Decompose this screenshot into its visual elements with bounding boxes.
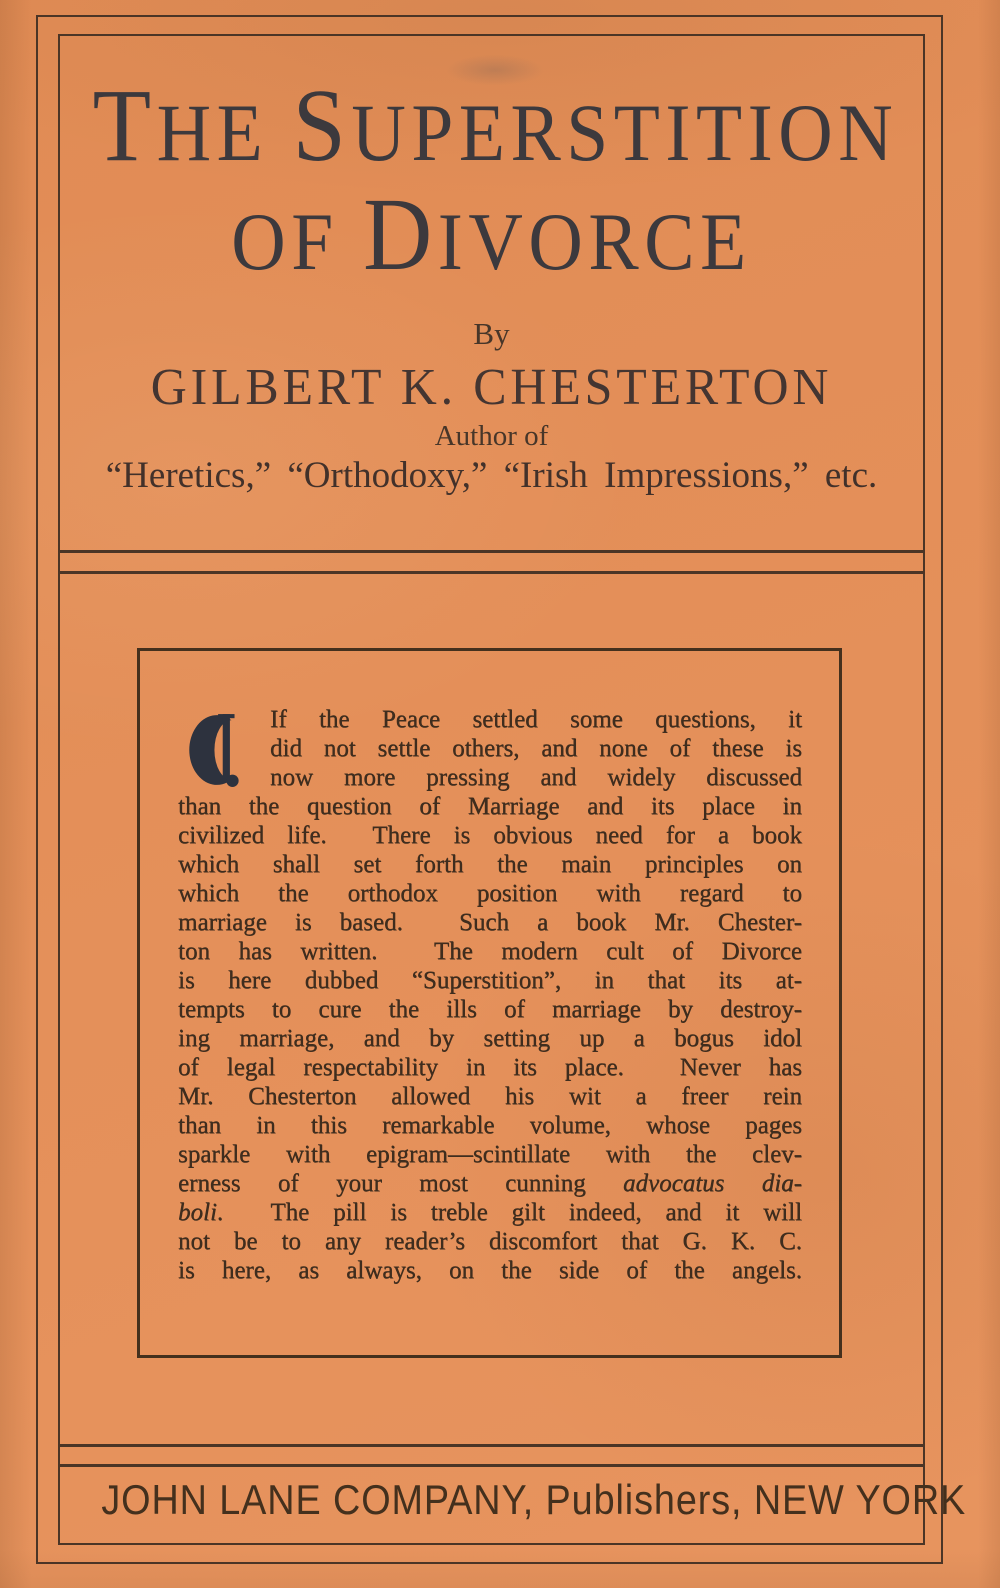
byline-label: By bbox=[473, 316, 510, 351]
author-of-label: Author of bbox=[434, 420, 549, 452]
divider-rule-top-inner bbox=[58, 571, 925, 574]
divider-rule-bottom-inner bbox=[58, 1464, 925, 1467]
publisher-line: JOHN LANE COMPANY, Publishers, NEW YORK bbox=[101, 1476, 967, 1523]
blurb-line: is here, as always, on the side of the angels. bbox=[178, 1257, 802, 1284]
blurb-box bbox=[137, 648, 842, 1358]
title-line: THE SUPERSTITION bbox=[92, 68, 899, 183]
divider-rule-bottom-outer bbox=[58, 1444, 925, 1447]
blurb-line: than in this remarkable volume, whose pages bbox=[178, 1112, 802, 1139]
blurb-line: marriage is based. Such a book Mr. Chester- bbox=[178, 909, 802, 936]
blurb-line: tempts to cure the ills of marriage by destroy- bbox=[178, 996, 802, 1023]
divider-rule-top-outer bbox=[58, 550, 925, 553]
blurb-line: of legal respectability in its place. Never has bbox=[178, 1054, 802, 1081]
blurb-line: which the orthodox position with regard to bbox=[178, 880, 802, 907]
blurb-line: Mr. Chesterton allowed his wit a freer rein bbox=[178, 1083, 802, 1110]
book-title bbox=[58, 68, 925, 293]
author-works: “Heretics,” “Orthodoxy,” “Irish Impressions,” etc. bbox=[105, 455, 878, 496]
blurb-line: is here dubbed “Superstition”, in that its at- bbox=[178, 967, 802, 994]
blurb-line: sparkle with epigram—scintillate with the clev- bbox=[178, 1141, 802, 1168]
blurb-line: civilized life. There is obvious need for a book bbox=[178, 822, 802, 849]
title-line: OF DIVORCE bbox=[231, 177, 752, 292]
blurb-line: If the Peace settled some questions, it bbox=[270, 706, 802, 733]
blurb-line: not be to any reader’s discomfort that G. K. C. bbox=[178, 1228, 802, 1255]
blurb-line: erness of your most cunning advocatus dia- bbox=[178, 1170, 802, 1197]
blurb-line: now more pressing and widely discussed bbox=[270, 764, 802, 791]
author-name: GILBERT K. CHESTERTON bbox=[150, 359, 833, 416]
blurb-line: boli. The pill is treble gilt indeed, and it will bbox=[178, 1199, 802, 1226]
blurb-line: which shall set forth the main principles on bbox=[178, 851, 802, 878]
blurb-line: did not settle others, and none of these is bbox=[270, 735, 802, 762]
blurb-line: ing marriage, and by setting up a bogus idol bbox=[178, 1025, 802, 1052]
blurb-line: ton has written. The modern cult of Divorce bbox=[178, 938, 802, 965]
blurb-line: than the question of Marriage and its place in bbox=[178, 793, 802, 820]
blurb-text bbox=[178, 705, 802, 1285]
